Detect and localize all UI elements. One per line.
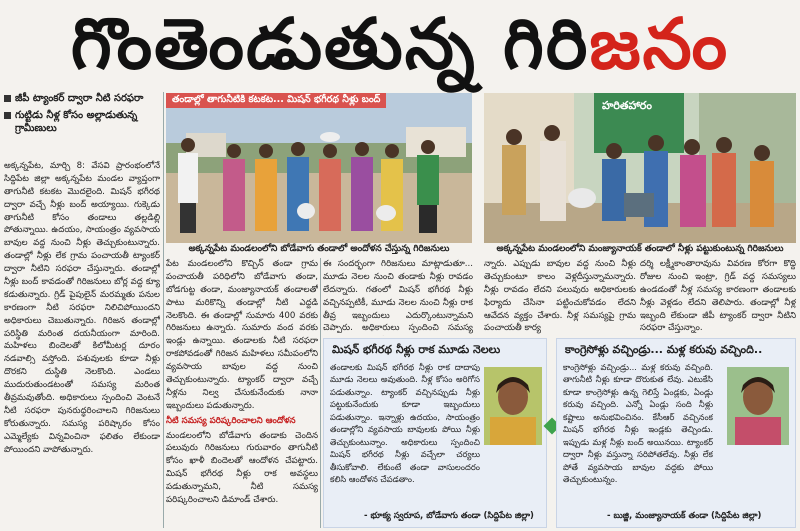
quote-box-title: మిషన్ భగీరథ నీళ్లు రాక మూడు నెలలు <box>332 343 501 356</box>
quote-box-2 <box>556 338 796 528</box>
subheading-red: నీటి సమస్య పరిష్కరించాలని ఆందోళన <box>166 415 296 426</box>
protest-photo-illustration <box>166 93 472 243</box>
article-column-4 <box>484 258 636 336</box>
quote-box-1 <box>323 338 547 528</box>
article-text: న్నారు. ఎప్పుడు బావుల వద్ద నుంచి నీళ్లు తెచ్చుకుంటూ కాలం వెళ్లదీస్తున్నామన్నారు. నీళ్లు రావడం లేదని పలువురు అధికారులకు ఫిర్యాదు చేసినా పట్టించుకోవడం లేదని ఆవేదన వ్యక్తం చేశారు. నీళ్ల సమస్యపై గ్రామ పంచాయతీ కార్య <box>484 259 636 334</box>
bullet-square-icon <box>4 95 11 102</box>
bullet-text: గుట్టిడు నీళ్ల కోసం అల్లాడుతున్న గ్రామీణులు <box>15 110 138 134</box>
headline-part-black: గొంతెండుతున్న గిరి <box>70 3 590 85</box>
quote-signature: - భూక్య స్వరూప, బోడేవాగు తండా (సిద్దిపేట జిల్లా) <box>364 511 534 521</box>
highlight-bullets <box>4 92 160 154</box>
article-text: దర్శి లక్ష్మీకాంతారావును వివరణ కోరగా కొద్ది రోజుల నుంచి ఇంట్రా, గ్రిడ్ వద్ద సమస్యలు ఉండడంతో నీళ్ల సమస్య కారణంగా తండాలకు నీళ్లు వెళ్లడం లేదని తెలిపారు. తండాల్లో నీళ్ల ఇబ్బంది లేకుండా జీపీ ట్యాంకర్ ద్వారా నీటిని సరఫరా చేస్తున్నాం. <box>640 259 796 334</box>
photo-protest <box>166 93 472 243</box>
headline-text <box>70 3 730 85</box>
article-text: మండలంలోని బోడేవాగు తండాకు చెందిన పలువురు గిరిజనులు గురువారం తాగునీటి కోసం ఖాళీ బిందెలతో ఆందోళన చేపట్టారు. మిషన్ భగీరథ నీళ్లు రాక అవస్థలు పడుతున్నామని, నీటి సమస్య పరిష్కరించాలని డిమాండ్ చేశారు. <box>166 430 318 506</box>
sign-board: హరితహారం <box>602 99 652 112</box>
article-column-3 <box>323 258 473 336</box>
bullet-item <box>4 92 160 105</box>
photo-headline-strip: తండాల్లో తాగునీటికి కటకట... మిషన్ భగీరథ నీళ్లు బంద్ <box>166 93 386 108</box>
article-text: ఈ సందర్భంగా గిరిజనులు మాట్లాడుతూ... మూడు నెలల నుంచి తండాకు నీళ్లు రావడం లేదన్నారు. గతంలో మిషన్ భగీరథ నీళ్లు వచ్చినప్పటికీ, మూడు నెలల నుంచి నీళ్లు రాక తీవ్ర ఇబ్బందులు ఎదుర్కొంటున్నామని చెప్పారు. అధికారులు స్పందించి సమస్య <box>323 259 473 334</box>
photo-water-collection <box>484 93 796 243</box>
headline-part-red: జనం <box>589 3 730 85</box>
article-column-5 <box>640 258 796 336</box>
quote-box-text <box>563 361 713 501</box>
bullet-text: జీపీ ట్యాంకర్ ద్వారా నీటి సరఫరా <box>15 93 144 104</box>
quote-box-title: కాంగ్రెసోళ్లు వచ్చిండ్రు... మళ్ల కరువు వచ్చింది.. <box>565 343 763 356</box>
portrait-woman-1 <box>484 367 542 445</box>
quote-box-text <box>330 361 480 501</box>
article-column-1 <box>4 160 160 528</box>
article-text: పేట మండలంలోని కొచ్చిన్ తండా గ్రామ పంచాయతీ పరిధిలోని బోడేవాగు తండా, బోడగుట్ట తండా, మంజ్యానాయక్ తండాలతో పాటు మరికొన్ని తండాల్లో నీటి ఎద్దడి నెలకొంది. ఈ తండాల్లో సుమారు 400 వరకు గిరిజనులు ఉన్నారు. సుమారు వంద వరకు ఇండ్లు ఉన్నాయి. తండాలకు నీటి సరఫరా రాకపోవడంతో గిరిజన మహిళలు సమీపంలోని వ్యవసాయ బావుల వద్ద నుంచి తెచ్చుకుంటున్నారు. ట్యాంకర్ ద్వారా వచ్చే నీళ్లను నిల్వ చేసుకునేందుకు నానా ఇబ్బందులు పడుతున్నారు. <box>166 259 318 411</box>
quote-text: తండాలకు మిషన్ భగీరథ నీళ్లు రాక దాదాపు మూడు నెలలు అవుతుంది. నీళ్ల కోసం అరిగోస పడుతున్నాం. ట్యాంకర్ వచ్చినప్పుడు నీళ్లు పట్టుకునేందుకు కూడా ఇబ్బందులు పడుతున్నాం. ఇన్నాళ్లు ఉదయం, సాయంత్రం తండాల్లోని వ్యవసాయ బావులకు పోయి నీళ్లు తెచ్చుకుంటున్నాం. అధికారులు స్పందించి మిషన్ భగీరథ నీళ్లు వచ్చేలా చర్యలు తీసుకోవాలి. లేకుంటే తండా వాసులందరం కలిసి ఆందోళన చేపడతాం. <box>330 362 480 484</box>
quote-signature: - బుజ్జి, మంజ్యానాయక్ తండా (సిద్దిపేట జిల్లా) <box>607 511 762 521</box>
photo-caption: అక్కన్నపేట మండలంలోని బోడేవాగు తండాలో అందోళన చేస్తున్న గిరిజనులు <box>188 244 450 254</box>
article-text: అక్కన్నపేట, మార్చి 8: వేసవి ప్రారంభంలోనే సిద్దిపేట జిల్లా అక్కన్నపేట మండల వ్యాప్తంగా తాగునీటి కటకట మొదలైంది. మిషన్ భగీరథ ద్వారా వచ్చే నీళ్లు బంద్ అయ్యాయి. గుక్కెడు తాగునీటి కోసం తండాలు తల్లడిల్లి పోతున్నాయి. ఉదయం, సాయంత్రం వ్యవసాయ బావుల వద్ద నుంచి నీళ్లు తెచ్చుకుంటున్నారు. తండాల్లో నీళ్లు లేక గ్రామ పంచాయతీ ట్యాంకర్ ద్వారా నీటిని సరఫరా చేస్తున్నారు. తండాల్లో నీళ్లు బంద్ కావడంతో గిరిజనులు బోర్ల వద్ద క్యూ కడుతున్నారు. గ్రిడ్ పైపులైన్ మరమ్మతు పనుల కారణంగా నీటి సరఫరా నిలిచిపోయిందని అధికారులు చెబుతున్నారు. గిరిజన తండాల్లో పరిస్థితి మరింత దయనీయంగా మారింది. మహిళలు బిందెలతో కిలోమీటర్ల దూరం నడవాల్సి వస్తోంది. పశువులకు కూడా నీళ్లు దొరకని దుస్థితి నెలకొంది. ఎండలు ముదురుతుండటంతో సమస్య మరింత తీవ్రమవుతోంది. అధికారులు స్పందించి వెంటనే నీటి సరఫరా పునరుద్ధరించాలని గిరిజనులు కోరుతున్నారు. సమస్య పరిష్కారం కోసం ఎమ్మెల్యేకు విన్నవించినా ఫలితం లేకుండా పోయిందని వాపోతున్నారు. <box>4 161 160 455</box>
bullet-item <box>4 109 160 135</box>
water-collection-photo-illustration <box>484 93 796 243</box>
column-divider <box>320 258 321 528</box>
quote-text: కాంగ్రెసోళ్లు వచ్చిండ్రు... మళ్ల కరువు వచ్చింది. తాగునీటి నీళ్లు కూడా దొరుకుత లేవు. ఎటుకేసి కూడా కాంగ్రెసోళ్లు ఉన్న గెలిస్తే ఏండ్లకు, ఏండ్లు కరువు వచ్చింది. ఎన్నో ఏండ్లు సంది నీళ్లు కష్టాలు అనుభవించినం. కేసీఆర్ వచ్చినంక మిషన్ భగీరథ నీళ్లు ఇండ్లకు తెచ్చిండు. ఇప్పుడు మళ్ల నీళ్లు బంద్ అయినయి. ట్యాంకర్ ద్వారా నీళ్లు వస్తున్నా సరిపోతలేవు. నీళ్లు లేక పోతే వ్యవసాయ బావుల వద్దకు పోయి తెచ్చుకుంటున్నం. <box>563 362 713 484</box>
headline <box>0 0 800 88</box>
bullet-square-icon <box>4 112 11 119</box>
column-divider <box>163 92 164 528</box>
article-column-2 <box>166 258 318 528</box>
portrait-woman-2 <box>727 367 789 445</box>
photo-caption: అక్కన్నపేట మండలంలోని మంజ్యానాయక్ తండాలో నీళ్లు పట్టుకుంటున్న గిరిజనులు <box>496 244 784 254</box>
